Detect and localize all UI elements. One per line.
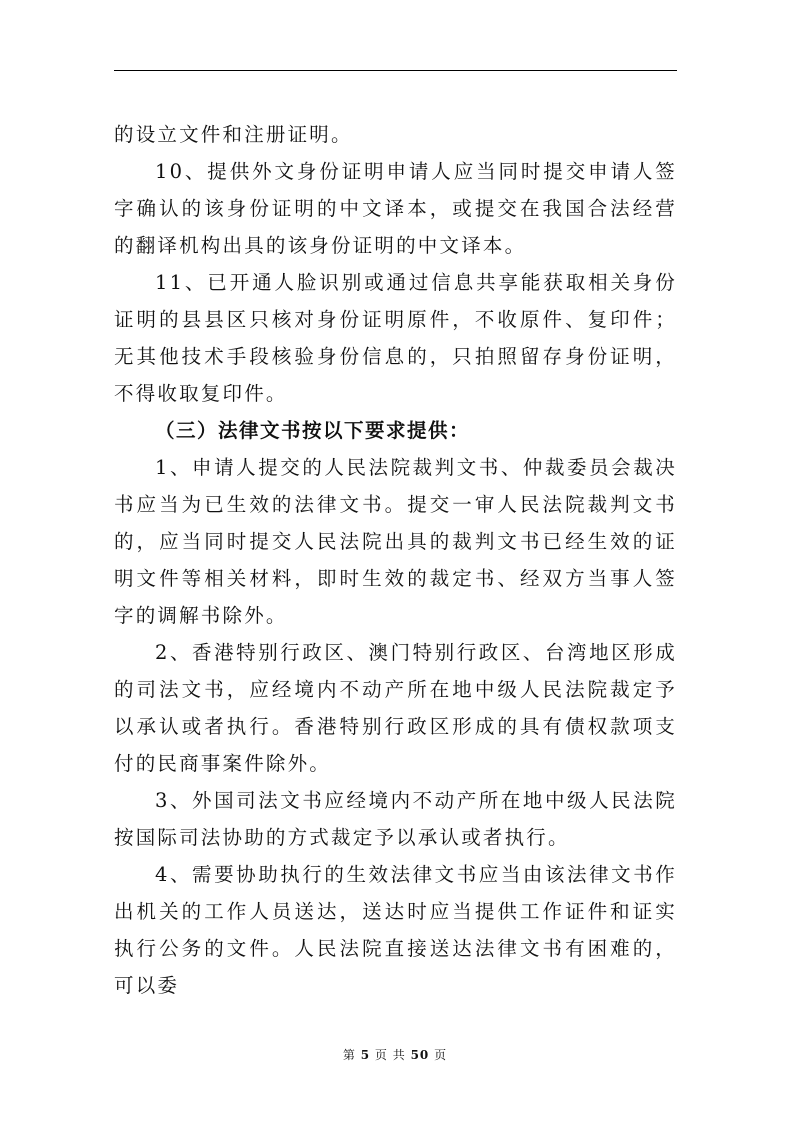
footer-suffix: 页 <box>434 1048 448 1062</box>
paragraph-item-4: 4、需要协助执行的生效法律文书应当由该法律文书作出机关的工作人员送达，送达时应当提供工作证件和证实执行公务的文件。人民法院直接送达法律文书有困难的，可以委 <box>114 863 677 997</box>
paragraph-item-2: 2、香港特别行政区、澳门特别行政区、台湾地区形成的司法文书，应经境内不动产所在地中级人民法院裁定予以承认或者执行。香港特别行政区形成的具有债权款项支付的民商事案件除外。 <box>114 641 677 775</box>
section-heading-legal-documents: （三）法律文书按以下要求提供： <box>155 419 471 442</box>
footer-middle: 页 共 <box>374 1048 406 1062</box>
paragraph-continuation: 的设立文件和注册证明。 <box>114 123 353 146</box>
paragraph-item-1: 1、申请人提交的人民法院裁判文书、仲裁委员会裁决书应当为已生效的法律文书。提交一审人民法院裁判文书的，应当同时提交人民法院出具的裁判文书已经生效的证明文件等相关材料，即时生效的裁定书、经双方当事人签字的调解书除外。 <box>114 456 677 627</box>
paragraph-item-10: 10、提供外文身份证明申请人应当同时提交申请人签字确认的该身份证明的中文译本，或提交在我国合法经营的翻译机构出具的该身份证明的中文译本。 <box>114 160 677 257</box>
document-body <box>114 116 677 1004</box>
paragraph-item-11: 11、已开通人脸识别或通过信息共享能获取相关身份证明的县县区只核对身份证明原件，不收原件、复印件；无其他技术手段核验身份信息的，只拍照留存身份证明，不得收取复印件。 <box>114 271 677 405</box>
footer-page-number: 5 <box>360 1048 371 1062</box>
footer-total-pages: 50 <box>410 1048 430 1062</box>
header-rule <box>114 70 677 71</box>
page-footer <box>0 1047 790 1063</box>
footer-prefix: 第 <box>342 1048 356 1062</box>
paragraph-item-3: 3、外国司法文书应经境内不动产所在地中级人民法院按国际司法协助的方式裁定予以承认或者执行。 <box>114 789 677 849</box>
